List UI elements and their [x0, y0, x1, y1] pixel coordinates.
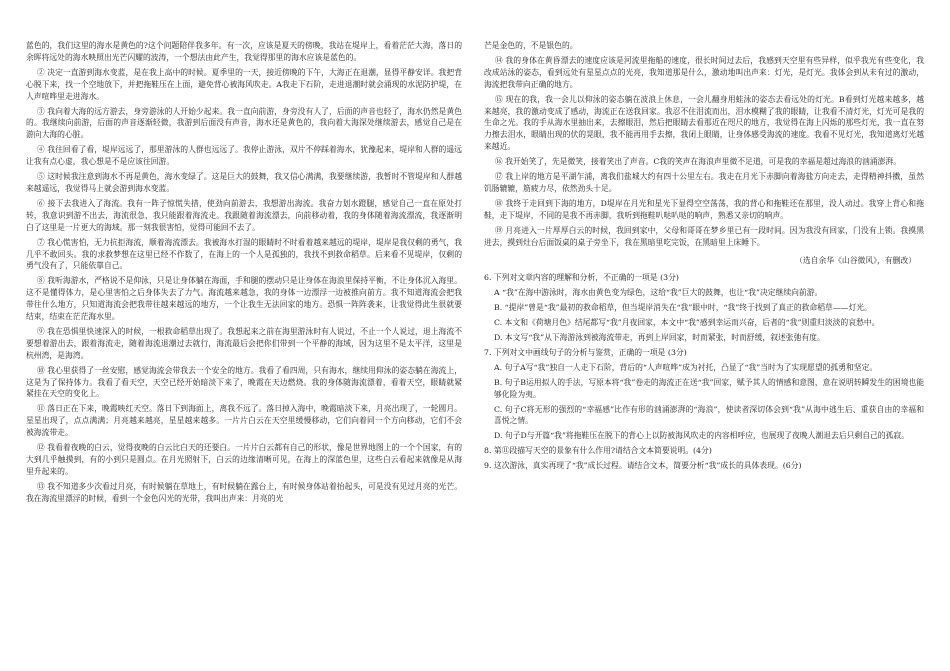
paragraph: 芒是金色的，不是银色的。: [484, 41, 578, 50]
paragraph: ② 决定一直游到海水变蓝，是在我上高中的时候。夏季里的一天，接近傍晚的下午，大海正在退潮，显得平静安详。我把背心脱下来，找一个空地放下，并把拖鞋压在上面，避免背心被海风吹走。A我走下石阶，走进退潮时就会涌现的水泥防护堤，在人声喧哗里走进海水。: [26, 67, 462, 101]
paragraph: ⑥ 接下去我进入了海流。我有一阵子惊慌失措，使劲向前游去，我想游出海流。我奋力划水蹬腿，感觉自己一直在原处打转，我意识到游不出去，海流很急，我只能跟着海流走。我跟随着海流漂去，向前移动着，我的身体随着海流漂流，我逐渐明白了这里是一片更大的海域。那一刻我很害怕，觉得可能回不去了。: [26, 198, 462, 232]
paragraph: ⑰ 我上岸的地方是平湖乍浦，离我们盐城大约有四十公里左右。我走在月光下赤脚向着海盐方向走去，走得精神抖擞，虽然饥肠辘辘，筋疲力尽，依然劲头十足。: [484, 172, 924, 193]
question-option: D. 本文写“我”从下海游泳到被海流带走，再到上岸回家，时而紧张，时而舒缓，叙述张弛有度。: [494, 333, 825, 343]
question-6: 6. 下列对文章内容的理解和分析，不正确的一项是 (3分): [484, 273, 679, 283]
paragraph: ⑫ 我看着夜晚的白云，觉得夜晚的白云比白天的还要白。一片片白云都有自己的形状，像是世界地图上的一个个国家，有的大到几乎触摸到，有的小到只是圆点。在月光照射下，白云的边缘清晰可见，在海上的深蓝色里，这些白云看起来就像是从海里升起来的。: [26, 443, 462, 476]
paragraph: ⑪ 落日正在下来，晚霞映红天空。落日下到海面上，离我不远了。落日掉入海中，晚霞暗淡下来，月亮出现了，一轮圆月。星星出现了，点点满满；月亮越来越亮，星星越来越多。一片片白云在天空里缓慢移动，它们向着同一个方向移动，它们不会被海流带走。: [26, 404, 462, 438]
paragraph: ⑭ 我的身体在黄昏漂去的速度应该是河流里拖船的速度，很长时间过去后，我感到天空里有些异样，似乎我光有些变化，我改成站泳的姿态，看到远处有星星点点的光亮，我知道那是什么，激动地叫出声来：灯光，是灯光。我体会到从未有过的激动，海流把我带向正确的地方。: [484, 55, 924, 89]
question-option: C. 句子C将无形的强烈的“幸福感”比作有形的汹涌澎湃的“海浪”，使读者深切体会到“我”从海中逃生后、重获自由的幸福和喜悦之情。: [494, 404, 924, 426]
question-option: C. 本文和《荷塘月色》结尾都写“我”月夜回家，本文中“我”感到幸运而兴奋，后者的“我”则重归淡淡的哀愁中。: [494, 318, 880, 328]
paragraph: ⑨ 我在恐惧里快速深入的时候，一根救命稻草出现了。我想起来之前在海里游泳时有人说过，不止一个人说过，退上海流不要想着游出去，跟着海流走，随着海流退潮过去就行，海流最后会把你们带到一个平静的海域，因为这里不是太平洋，这里是杭州湾，是海湾。: [26, 326, 462, 360]
right-column: [484, 40, 924, 475]
question-option: A “我”在海中游泳时，海水由黄色变为绿色，这给“我”巨大的鼓舞，也让“我”决定继续向前游。: [494, 288, 823, 298]
question-8: 8. 第⑪段描写天空的景象有什么作用?请结合文本简要说明。(4分): [484, 446, 712, 456]
paragraph: ④ 我往回看了看，堤岸远远了，那里游泳的人群也远远了。我停止游泳，双片不停踩着海水，犹豫起来，堤岸和人群的遥远让我有点心虚，我心想是不是应该往回游。: [26, 145, 462, 167]
paragraph: ⑬ 我不知道多少次看过月亮，有时候躺在草地上，有时候躺在露台上，有时候身体站着抬起头，可是没有见过月亮的光芒。我在海流里漂浮的时候，看到一个金色闪光的光带，我叫出声来：月亮的光: [26, 481, 462, 503]
paragraph: ⑤ 这时候我注意到海水不再是黄色，海水变绿了。这是巨大的鼓舞，我又信心满满，我要继续游，我暂时不管堤岸和人群越来越遥远，我觉得马上就会游到海水变蓝。: [26, 172, 462, 193]
question-option: B. “提岸”曾是“我”最初的救命稻草，但当堤岸消失在“我”眼中时，“我”终于找到了真正的救命稻草——灯光。: [494, 303, 872, 313]
question-option: B. 句子B运用拟人的手法，写原本将“我”卷走的海流正在送“我”回家，赋予其人的情感和意图，意在说明转瞬发生的困境也能够化险为夷。: [494, 377, 924, 399]
paragraph: ⑱ 我终于走回到下海的地方，D堤岸在月光和星光下显得空空荡荡，我的背心和拖鞋还在那里，没人动过。我穿上背心和拖鞋，走下堤岸，不同的是我不再赤脚，我听到拖鞋叭哒叭哒的响声，熟悉又亲切的响声。: [484, 198, 924, 220]
question-option: D. 句子D与开篇“我”将拖鞋压在脱下的背心上以防被海风吹走的内容相呼应，也展现了夜晚人潮退去后只剩自己的孤寂。: [494, 431, 909, 441]
paragraph: ⑧ 我听海游水，严格说不是仰泳，只是让身体躺在海面，手和腿的摆动只是让身体在海浪里保持平衡，不让身体沉入海里。这不是懂得体力，是心里害怕之后身体失去了力气。海流越来越急，我的身体一边漂浮一边被推向前方。我不知道海流会把我带往什么地方，只知道海流会把我带往越来越远的地方，一个让我生无法回家的地方。恐惧一阵阵袭来，让我觉得此生很就要结束，结束在茫茫海水里。: [26, 276, 462, 322]
question-option: A. 句子A写“我”独自一人走下石阶，背后的“人声喧哗”成为衬托，凸显了“我”当时为了实现愿望的孤勇和坚定。: [494, 362, 878, 372]
source-citation: （选自余华《山谷微风》，有删改）: [795, 255, 916, 265]
left-column: [26, 40, 462, 508]
question-7: 7. 下列对文中画线句子的分析与鉴赏，正确的一项是 (3分): [484, 347, 687, 357]
paragraph: ③ 我向着大海的远方游去，身旁游泳的人开始少起来。我一直向前游，身旁没有人了，后面的声音也轻了，海水仍然是黄色的。我继续向前游，后面的声音逐渐轻微，我游到后面没有声音，海水还是黄色的，我向着大海深处继续游去，感觉自己是在游向大海的心脏。: [26, 106, 462, 140]
paragraph: ⑦ 我心慌害怕，无力抗拒海流，顺着海流漂去。我被海水打湿的眼睛时不时看着越来越远的堤岸，堤岸是我仅剩的勇气，我几乎不敢回头。我的求救梦想在这里已经不作数了，在海上的一个人是孤独的，我找不到救命稻草。后来看不见堤岸，仅剩的勇气没有了，只能依靠自己。: [26, 237, 462, 271]
paragraph: ⑩ 我心里获得了一丝安慰，感觉海流会带我去一个安全的地方。我看了看四周，只有海水，继续用仰泳的姿态躺在海流上，这是为了保持体力。我看了看天空，天空已经开始暗淡下来了，晚霞在天边燃烧。我的身体随海流漂着，看着天空，眼睛就紧紧挂在天空的变化上。: [26, 365, 462, 399]
paragraph: 蓝色的，我们这里的海水是黄色的?这个问题陪伴我多年。有一次，应该是夏天的傍晚，我站在堤岸上，看着茫茫大海，落日的余晖将远处的海水映照出光芒闪耀的波涛，一个想法由此产生，我觉得那里的海水应该是蓝色的。: [26, 41, 462, 62]
paragraph: ⑮ 现在的我，我一会儿以仰泳的姿态躺在波浪上休息，一会儿翻身用蛙泳的姿态去看远处的灯光。B看到灯光越来越多，越来越亮，我的激动变成了感动，海流正在送我回家。我忍不住泪流而出，泪水模糊了我的眼睛，让我看不清灯光，灯光可是我的生命之光。我的手从海水里抽出来，去擦眼泪，然后把眼睛去看那近在咫尺的地方，我觉得在海上闪烁的那些灯光，我一直在努力擦去泪水，眼睛出现的伏的晃眼，我不能再用手去擦，我闭上眼睛，让身体感受海流的速度。我看不见灯光，我知道离灯光越来越近。: [484, 94, 924, 152]
paragraph: ⑯ 我开始笑了，先是微笑，接着笑出了声音。C我的笑声在海浪声里微不足道，可是我的幸福是超过海浪的汹涌澎湃。: [494, 157, 901, 167]
question-9: 9. 这次游泳，真实再现了“我”成长过程。请结合文本，简要分析“我”成长的具体表现。(6分): [484, 461, 802, 471]
paragraph: ⑲ 月亮进入一片厚厚白云的时候，我回到家中，父母和哥哥在梦乡里已有一段时间。因为我没有回家，门没有上锁。我摸黑进去，摸到灶台后面饭桌的桌子旁坐下，我在黑暗里吃完饭，在黑暗里上床睡下。: [484, 225, 924, 247]
